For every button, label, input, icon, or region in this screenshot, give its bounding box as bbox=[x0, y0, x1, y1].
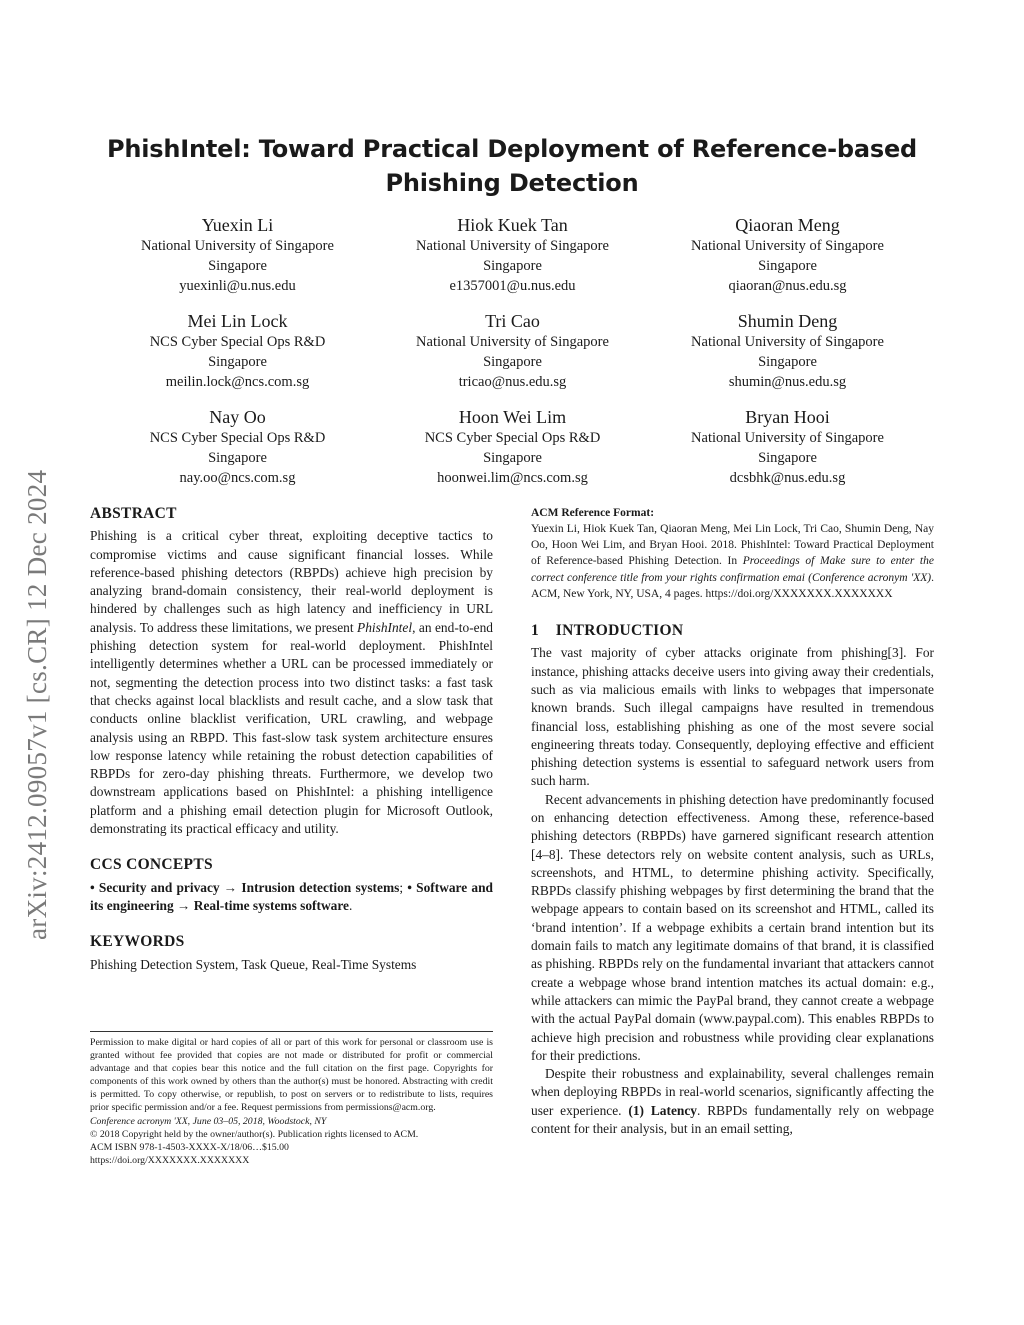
author-country: Singapore bbox=[208, 450, 267, 466]
author-name: Yuexin Li bbox=[201, 215, 274, 235]
abstract-text-part: Phishing is a critical cyber threat, exploiting deceptive tactics to compromise victims and cause significant financial losses. While reference-based phishing detectors (RBPDs) achieve high precision by analyzing brand-domain consistency, their real-world deployment is hindered by challenges such as high latency and inefficiency in URL analysis. To address these limitations, we present bbox=[90, 528, 493, 635]
system-name: PhishIntel bbox=[357, 619, 413, 635]
author-block bbox=[100, 406, 375, 488]
ccs-heading: CCS CONCEPTS bbox=[90, 856, 213, 874]
author-block bbox=[650, 310, 925, 392]
author-country: Singapore bbox=[208, 258, 267, 274]
copyright-line: © 2018 Copyright held by the owner/author(s). Publication rights licensed to ACM. bbox=[90, 1128, 419, 1140]
author-email[interactable]: qiaoran@nus.edu.sg bbox=[728, 278, 847, 294]
author-affiliation: NCS Cyber Special Ops R&D bbox=[149, 334, 326, 350]
author-country: Singapore bbox=[758, 450, 817, 466]
author-block bbox=[650, 406, 925, 488]
conference-info: Conference acronym 'XX, June 03–05, 2018, Woodstock, NY bbox=[90, 1115, 327, 1127]
author-email[interactable]: hoonwei.lim@ncs.com.sg bbox=[437, 470, 588, 486]
ccs-concept: • Security and privacy bbox=[90, 879, 220, 895]
arrow: → bbox=[173, 897, 194, 913]
author-affiliation: National University of Singapore bbox=[416, 334, 609, 350]
abstract-text bbox=[90, 527, 493, 838]
author-name: Tri Cao bbox=[485, 311, 540, 331]
reference-venue: Proceedings of Make sure to enter the correct conference title from your rights confirmation emai (Conference acronym 'XX) bbox=[531, 555, 934, 584]
intro-paragraph-1: The vast majority of cyber attacks originate from phishing[3]. For instance, phishing attacks deceive users into giving away their credentials, such as via malicious emails with links to webpages that impersonate known brands. Such illegal campaigns have resulted in tremendous financial loss, establishing phishing as one of the most severe social engineering threats today. Consequently, deploying effective and efficient phishing detection systems is essential to safeguard network users from such harm. bbox=[531, 645, 934, 789]
author-block bbox=[375, 406, 650, 488]
abstract-section bbox=[90, 505, 493, 838]
author-block bbox=[100, 214, 375, 296]
ccs-text bbox=[90, 879, 493, 916]
author-name: Hiok Kuek Tan bbox=[457, 215, 568, 235]
author-affiliation: National University of Singapore bbox=[691, 238, 884, 254]
author-block bbox=[650, 214, 925, 296]
author-email[interactable]: nay.oo@ncs.com.sg bbox=[179, 470, 296, 486]
period: . bbox=[348, 897, 353, 913]
author-name: Qiaoran Meng bbox=[735, 215, 840, 235]
left-column bbox=[90, 505, 493, 974]
paper-title bbox=[80, 132, 944, 200]
ccs-section bbox=[90, 856, 493, 915]
author-name: Mei Lin Lock bbox=[187, 311, 288, 331]
author-email[interactable]: dcsbhk@nus.edu.sg bbox=[729, 470, 846, 486]
author-email[interactable]: tricao@nus.edu.sg bbox=[458, 374, 567, 390]
keywords-heading: KEYWORDS bbox=[90, 933, 185, 951]
acm-reference-text bbox=[531, 521, 934, 602]
author-email[interactable]: yuexinli@u.nus.edu bbox=[179, 278, 296, 294]
author-list bbox=[100, 214, 924, 488]
doi-link[interactable]: https://doi.org/XXXXXXX.XXXXXXX bbox=[90, 1154, 250, 1166]
author-country: Singapore bbox=[483, 354, 542, 370]
author-name: Hoon Wei Lim bbox=[458, 407, 567, 427]
abstract-heading: ABSTRACT bbox=[90, 505, 177, 522]
author-block bbox=[375, 310, 650, 392]
introduction-heading: 1 INTRODUCTION bbox=[531, 622, 684, 640]
ccs-concept: • Software and its engineering bbox=[90, 879, 493, 913]
title-line-2: Phishing Detection bbox=[385, 169, 639, 197]
author-country: Singapore bbox=[483, 450, 542, 466]
arrow: → bbox=[219, 879, 242, 895]
author-country: Singapore bbox=[208, 354, 267, 370]
author-block bbox=[375, 214, 650, 296]
reference-part: Yuexin Li, Hiok Kuek Tan, Qiaoran Meng, Mei Lin Lock, Tri Cao, Shumin Deng, Nay Oo, Hoon Wei Lim, and Bryan Hooi. 2018. PhishIntel: Toward Practical Deployment of Reference-based Phishing Detection. In bbox=[531, 523, 934, 568]
keywords-section bbox=[90, 933, 493, 974]
intro-paragraph-2: Recent advancements in phishing detection have predominantly focused on enhancing detection effectiveness. Among these, reference-based phishing detectors (RBPDs) have garnered significant research attention [4–8]. These detectors rely on website content analysis, such as URLs, screenshots, and HTML, to determine phishing activity. Specifically, RBPDs classify phishing webpages by first determining the brand that the webpage appears to contain based on its screenshot and HTML, called its ‘brand intention’. If a webpage exhibits a certain brand intention but its domain fails to match any legitimate domains of that brand, it is classified as phishing. RBPDs rely on the fundamental invariant that attackers cannot create a webpage whose brand intention matches its actual domain: e.g., while attackers can mimic the PayPal brand, they cannot create a webpage with the actual PayPal domain (www.paypal.com). This enables RBPDs to achieve high precision and robustness while providing clear explanations for their predictions. bbox=[531, 791, 934, 1063]
acm-reference-heading: ACM Reference Format: bbox=[531, 507, 655, 519]
ccs-concept: Real-time systems software bbox=[193, 897, 349, 913]
abstract-text-part: , an end-to-end phishing detection system for real-world deployment. PhishIntel intelligently determines whether a URL can be processed immediately or not, segmenting the detection process into two distinct tasks: a fast task that checks against local blacklists and result cache, and a slow task that conducts online blacklist verification, URL crawling, and webpage analysis using an RBPD. This fast-slow task system architecture ensures low response latency while retaining the robust detection capabilities of RBPDs for zero-day phishing threats. Furthermore, we develop two downstream applications based on PhishIntel: a phishing intelligence platform and a phishing email detection plugin for Microsoft Outlook, demonstrating its practical efficacy and utility. bbox=[90, 619, 493, 837]
paragraph-part: . RBPDs fundamentally rely on webpage content for their analysis, but in an email setting, bbox=[531, 1102, 934, 1137]
reference-part: . ACM, New York, NY, USA, 4 pages. https://doi.org/XXXXXXX.XXXXXXX bbox=[531, 571, 934, 600]
author-name: Shumin Deng bbox=[737, 311, 838, 331]
author-affiliation: National University of Singapore bbox=[141, 238, 334, 254]
author-country: Singapore bbox=[758, 258, 817, 274]
keywords-text: Phishing Detection System, Task Queue, Real-Time Systems bbox=[90, 956, 417, 972]
author-email[interactable]: shumin@nus.edu.sg bbox=[728, 374, 847, 390]
author-country: Singapore bbox=[483, 258, 542, 274]
intro-paragraph-3 bbox=[531, 1065, 934, 1138]
author-affiliation: National University of Singapore bbox=[416, 238, 609, 254]
challenge-label: (1) Latency bbox=[628, 1102, 697, 1118]
title-line-1: PhishIntel: Toward Practical Deployment of Reference-based bbox=[106, 135, 918, 163]
permission-notice: Permission to make digital or hard copies of all or part of this work for personal or classroom use is granted without fee provided that copies are not made or distributed for profit or commercial advantage and that copies bear this notice and the full citation on the first page. Copyrights for components of this work owned by others than the author(s) must be honored. Abstracting with credit is permitted. To copy otherwise, or republish, to post on servers or to redistribute to lists, requires prior specific permission and/or a fee. Request permissions from permissions@acm.org. bbox=[90, 1037, 493, 1114]
author-affiliation: NCS Cyber Special Ops R&D bbox=[149, 430, 326, 446]
author-name: Nay Oo bbox=[209, 407, 266, 427]
introduction-section bbox=[531, 622, 934, 1138]
author-name: Bryan Hooi bbox=[745, 407, 830, 427]
isbn-line: ACM ISBN 978-1-4503-XXXX-X/18/06…$15.00 bbox=[90, 1141, 289, 1153]
right-column bbox=[531, 505, 934, 1138]
author-email[interactable]: meilin.lock@ncs.com.sg bbox=[165, 374, 310, 390]
separator: ; bbox=[399, 879, 408, 895]
acm-reference bbox=[531, 505, 934, 602]
paragraph-part: Despite their robustness and explainability, several challenges remain when deploying RBPDs in real-world scenarios, significantly affecting the user experience. bbox=[531, 1066, 934, 1118]
arxiv-stamp: arXiv:2412.09057v1 [cs.CR] 12 Dec 2024 bbox=[22, 469, 52, 940]
author-affiliation: NCS Cyber Special Ops R&D bbox=[424, 430, 601, 446]
ccs-concept: Intrusion detection systems bbox=[241, 879, 400, 895]
author-email[interactable]: e1357001@u.nus.edu bbox=[449, 278, 576, 294]
copyright-footnote bbox=[90, 1031, 493, 1167]
author-affiliation: National University of Singapore bbox=[691, 334, 884, 350]
author-affiliation: National University of Singapore bbox=[691, 430, 884, 446]
author-block bbox=[100, 310, 375, 392]
author-country: Singapore bbox=[758, 354, 817, 370]
